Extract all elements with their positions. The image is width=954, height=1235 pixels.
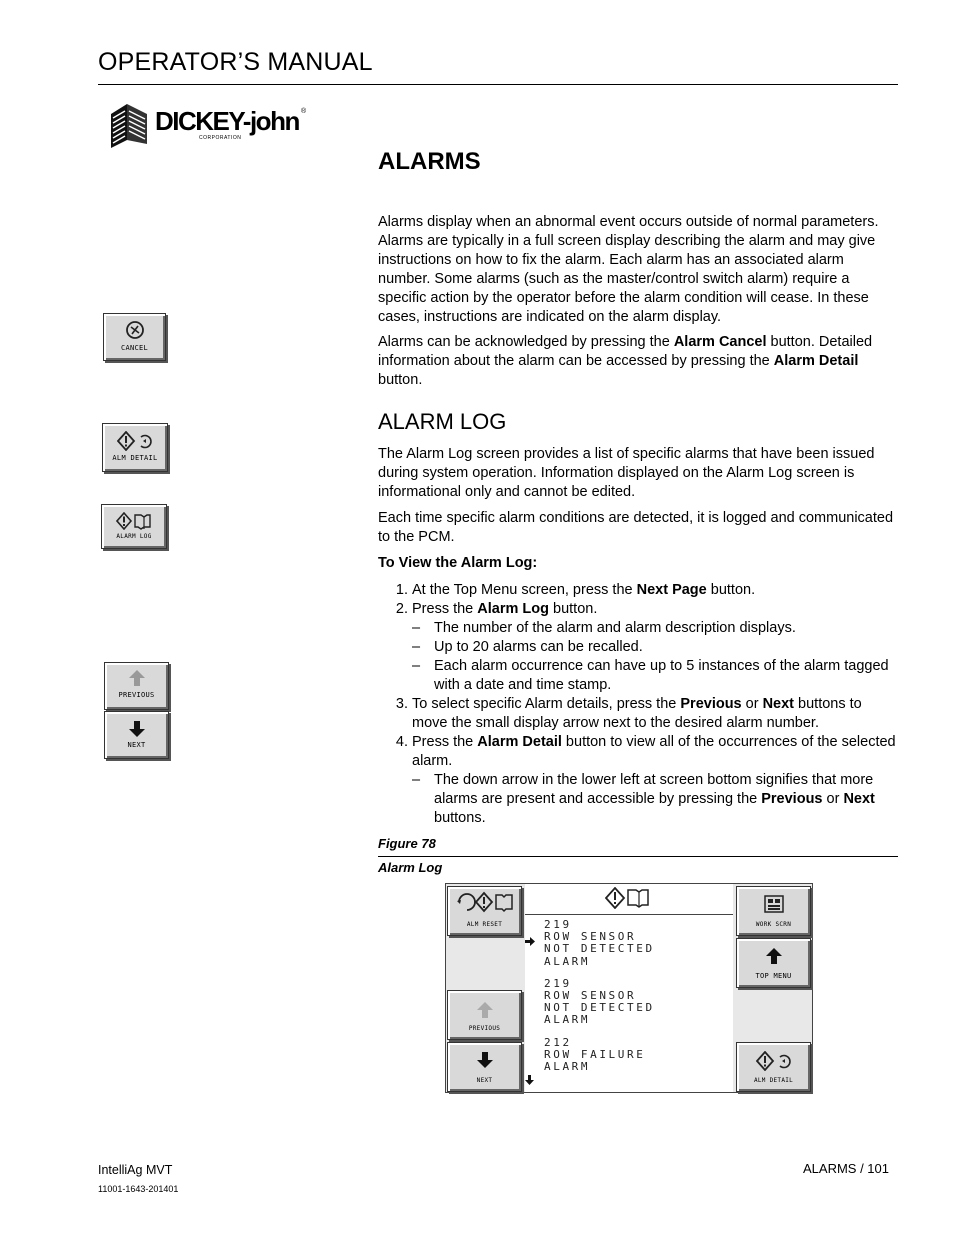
- alarm-acknowledge-paragraph: Alarms can be acknowledged by pressing the Alarm Cancel button. Detailed information about the alarm can be accessed by pressing the Alarm Detail button.: [378, 334, 873, 388]
- logo-tagline: CORPORATION: [199, 135, 242, 141]
- alarm-number: 219: [544, 976, 572, 990]
- section-title: ALARMS: [378, 148, 481, 175]
- top-menu-button[interactable]: [736, 938, 811, 988]
- footer-model: IntelliAg MVT: [98, 1163, 173, 1177]
- alarm-log-icon: [605, 887, 649, 909]
- down-arrow-icon: [128, 720, 146, 738]
- figure-divider: [378, 856, 898, 857]
- cancel-label: CANCEL: [120, 344, 149, 352]
- procedure-steps: [378, 581, 898, 828]
- work-scrn-label: WORK SCRN: [755, 921, 792, 928]
- logo-wordmark: DICKEY-john: [155, 106, 299, 136]
- step-4: 4. Press the Alarm Detail button to view all of the occurrences of the selected alarm.: [395, 734, 896, 769]
- logo-mark-icon: [107, 100, 151, 150]
- next-label: NEXT: [476, 1077, 493, 1084]
- previous-button-illustration: [104, 662, 169, 710]
- alm-reset-label: ALM RESET: [466, 921, 503, 928]
- alarm-log-paragraph: The Alarm Log screen provides a list of specific alarms that have been issued during system operation. Information displayed on the Alarm Log screen is informational only and cannot be edited.: [378, 446, 875, 500]
- step-2-bullet-2: – Up to 20 alarms can be recalled.: [412, 639, 643, 655]
- dickey-john-logo: [107, 100, 317, 152]
- alarm-text: ROW FAILURE: [544, 1047, 646, 1061]
- alarm-text: ALARM: [544, 1060, 591, 1074]
- work-screen-icon: [764, 895, 784, 913]
- screen-title-bar: [525, 884, 733, 915]
- footer-part-number: 11001-1643-201401: [98, 1184, 179, 1194]
- alarm-entry[interactable]: [544, 919, 655, 968]
- alarms-intro-paragraph: Alarms display when an abnormal event occurs outside of normal parameters. Alarms are typically in a full screen display describing the alarm and may give instructions on how to fix the alarm. Each alarm has an associated alarm number. Some alarms (such as the master/control switch alarm) require a specific action by the operator before the alarm condition will cease. In these cases, instructions are indicated on the alarm display.: [378, 214, 879, 325]
- alarm-reset-icon: [456, 891, 514, 913]
- step-number: 2.: [395, 601, 408, 617]
- alarm-text: ROW SENSOR: [544, 930, 637, 944]
- cancel-button-illustration: [103, 313, 166, 361]
- alarm-cancel-icon: [125, 320, 145, 340]
- step-3: 3. To select specific Alarm details, press the Previous or Next buttons to move the small display arrow next to the desired alarm number.: [395, 696, 862, 731]
- next-button[interactable]: [447, 1042, 522, 1092]
- alarm-number: 219: [544, 918, 572, 931]
- down-arrow-icon: [476, 1051, 494, 1069]
- up-arrow-icon: [476, 1001, 494, 1019]
- step-4-bullet-1: – The down arrow in the lower left at screen bottom signifies that more alarms are present and accessible by pressing the Previous or Next buttons.: [412, 772, 875, 826]
- previous-label: PREVIOUS: [468, 1025, 501, 1032]
- alarm-log-button-illustration: [101, 504, 167, 549]
- alarm-log-icon: [116, 512, 152, 530]
- previous-label: PREVIOUS: [118, 691, 155, 699]
- alarm-text: NOT DETECTED: [544, 1001, 655, 1015]
- step-number: 3.: [395, 696, 408, 712]
- procedure-title: To View the Alarm Log:: [378, 555, 538, 571]
- alarm-detail-icon: [117, 431, 153, 451]
- alm-reset-button[interactable]: [447, 886, 522, 936]
- up-arrow-icon: [765, 947, 783, 965]
- alm-detail-button[interactable]: [736, 1042, 811, 1092]
- figure-caption: Alarm Log: [378, 860, 443, 875]
- alarm-log-screen: [445, 883, 813, 1093]
- alarm-list: [544, 919, 655, 1073]
- footer-page-number: ALARMS / 101: [803, 1161, 889, 1176]
- work-scrn-button[interactable]: [736, 886, 811, 936]
- alarm-text: ALARM: [544, 954, 591, 968]
- alarm-entry[interactable]: [544, 978, 655, 1027]
- logo-registered-mark: ®: [301, 108, 307, 115]
- step-1: 1. At the Top Menu screen, press the Next Page button.: [395, 582, 756, 598]
- manual-title: OPERATOR’S MANUAL: [98, 48, 373, 76]
- selection-arrow-icon: [525, 937, 535, 946]
- alarm-text: NOT DETECTED: [544, 942, 655, 956]
- next-button-illustration: [104, 711, 169, 759]
- step-2: 2. Press the Alarm Log button.: [395, 601, 598, 617]
- alarm-entry[interactable]: [544, 1037, 655, 1074]
- top-menu-label: TOP MENU: [755, 972, 792, 980]
- up-arrow-icon: [128, 669, 146, 687]
- step-2-bullet-1: – The number of the alarm and alarm description displays.: [412, 620, 796, 636]
- alarm-text: ALARM: [544, 1013, 591, 1027]
- step-2-bullet-3: – Each alarm occurrence can have up to 5 instances of the alarm tagged with a date and time stamp.: [412, 658, 889, 693]
- alm-detail-label: ALM DETAIL: [112, 454, 158, 462]
- alm-detail-button-illustration: [102, 423, 168, 472]
- more-alarms-down-arrow-icon: [525, 1075, 534, 1085]
- step-number: 1.: [395, 582, 408, 598]
- alarm-list-area: [525, 915, 733, 1092]
- alarm-number: 212: [544, 1035, 572, 1049]
- previous-button[interactable]: [447, 990, 522, 1040]
- next-label: NEXT: [127, 741, 146, 749]
- figure-number: Figure 78: [378, 836, 436, 851]
- alarm-log-label: ALARM LOG: [116, 533, 152, 540]
- alm-detail-label: ALM DETAIL: [753, 1077, 794, 1084]
- alarm-log-logging-paragraph: Each time specific alarm conditions are detected, it is logged and communicated to the PCM.: [378, 510, 894, 545]
- alarm-text: ROW SENSOR: [544, 989, 637, 1003]
- header-divider: [98, 84, 898, 85]
- alarm-detail-icon: [756, 1051, 792, 1071]
- subsection-title: ALARM LOG: [378, 409, 507, 434]
- step-number: 4.: [395, 734, 408, 750]
